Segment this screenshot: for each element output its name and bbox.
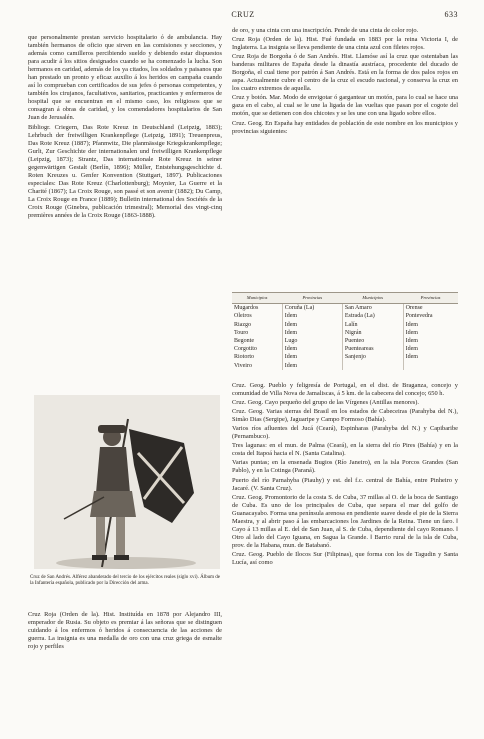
table-cell: Pontevedra [403,312,458,320]
paragraph: de oro, y una cinta con una inscripción. Pende de una cinta de color rojo. [232,27,419,34]
paragraph: Varios ríos afluentes del Jucá (Ceará), Espinharas (Parahyba del N.) y Capibaribe (Pernambuco). [232,425,458,441]
table-cell: Coruña (La) [282,304,342,313]
paragraph: Cruz Roja de Borgoña ó de San Andrés. Hist. Llamóse así la cruz que ostentaban las banderas militares de España desde la dinastía austríaca, procedente del ducado de Borgoña, el cual tiene por patrón á San Andrés. Está en la forma de dos palos rojos en aspa. Actualmente cubre el centro de la cruz el escudo nacional, y conserva la cruz en los cuatro extremos de aquella. [232,53,458,93]
paragraph: Cruz. Geog. Promontorio de la costa S. de Cuba, 37 millas al O. de la boca de Santiago de Cuba. Es uno de los principales de Cuba, que separa el mar del golfo de Guanacayabo. Forma una península arenosa en pendiente suave desde el pie de la Sierra Maestra, y al abrir paso á las embarcaciones los Jardines de la Reina. Tiene un faro. ‖ Cayo á 13 millas al E. del de San Juan, al S. de Cuba, dependiente del cayo Romano. ‖ Otro al lado del Cayo Iguana, en Sagua la Grande. ‖ Barrio rural de la isla de Cuba, prov. de la Habana, mun. de Batabanó. [232,493,458,549]
table-header: Municipios [342,293,403,304]
paragraph: Cruz Roja (Orden de la). Hist. Fué fundada en 1883 por la reina Victoria I, de Inglaterra. La insignia se lleva pendiente de una cinta azul con filetes rojos. [232,36,458,52]
table-cell: Idem [403,321,458,329]
table-row [232,345,458,353]
table-cell: Idem [282,353,342,361]
table-cell: Estrada (La) [342,312,403,320]
table-header-row [232,293,458,304]
table-cell: Idem [282,321,342,329]
table-cell: Mugardos [234,305,259,312]
paragraph: que personalmente prestan servicio hospitalario ó de ambulancia. Hay también hermanos de oficio que sirven en las comisiones y secciones, y además como camilleros percibiendo sueldo y debiendo estar dispuestos para acudir á los sitios designados cuando se ha comenzado la lucha. Son hermanos en caridad, además de los ya citados, los soldados y paisanos que han prestado un pronto y eficaz auxilio á los heridos en campaña cuando así lo comprueban con certificados de sus jefes ó personas competentes, y también los cirujanos, facultativos, sanitarios, practicantes y enfermeros de hospital que se encuentran en el mismo caso, los religiosos que se consagran á obras de caridad, y los comendadores hospitalarios de San Juan de Jerusalén. [28,34,222,122]
table-cell: Riazgo [234,321,251,328]
page-number: 633 [444,10,458,19]
table-cell [403,362,458,370]
table-cell: Idem [282,345,342,353]
table-cell: Orense [403,304,458,313]
table-cell: Idem [403,345,458,353]
table-header: Provincias [403,293,458,304]
table-cell: Idem [403,337,458,345]
table-cell: San Amaro [342,304,403,313]
running-header [28,10,458,24]
table-cell: Idem [282,362,342,370]
table-cell [342,362,403,370]
paragraph: Cruz. Geog. Cayo pequeño del grupo de las Vírgenes (Antillas menores). [232,399,420,407]
table-row [232,329,458,337]
header-title: CRUZ [231,10,255,19]
table-cell: Sanjenjo [342,353,403,361]
figure-illustration [34,395,220,569]
table-cell: Idem [282,312,342,320]
right-column [232,27,458,137]
paragraph: Cruz. Geog. Pueblo y feligresía de Portugal, en el dist. de Braganza, concejo y comunidad de Villa Nova de Jamaliscas, á 5 km. de la cabecera del concejo; 650 h. [232,382,458,398]
table-cell: Lugo [282,337,342,345]
municipalities-table [232,292,458,370]
paragraph: Cruz. Geog. Varias sierras del Brasil en los estados de Cabeceiras (Parahyba del N.), Simão Dias (Sergipe), Jaguaripe y Campo Formoso (Bahía). [232,408,458,424]
paragraph: Puerto del río Parnahyba (Piauhy) y est. del f.c. central de Bahía, entre Pinheiro y Jacaré. (V. Santa Cruz). [232,476,458,492]
table-cell: Idem [403,329,458,337]
table-row [232,337,458,345]
table-cell: Puenteo [342,337,403,345]
table-row [232,362,458,370]
table-row [232,353,458,361]
table-row [232,312,458,320]
standard-bearer-illustration [34,395,220,569]
table-cell: Oleiros [234,313,252,320]
table-cell: Puenteareas [342,345,403,353]
table-header: Municipios [232,293,282,304]
bibliography-paragraph: Bibliogr. Criegern, Das Rote Kreuz in Deutschland (Leipzig, 1883); Lehrbuch der freiwilligen Krankenpflege (Leipzig, 1891); Treuenpreus, Das Rote Kreuz (1887); Pfannwitz, Die planmässige Kriegskrankenpflege; Gurlt, Zur Geschichte der internationalen und freiwilligen Krankenpflege (Leipzig, 1873); Strantz, Das internationale Rote Kreuz in seiner gegenwärtigen Gestalt (Berlín, 1896); Müller, Entstehungsgeschichte d. Roten Kreuzes u. Genfer Konvention (Stuttgart, 1897). Publicaciones especiales: Das Rote Kreuz (Charlottenburg); Moynier, La Guerre et la Charité (1867); La Croix Rouge, son passé et son avenir (1882); Du Camp, La Croix Rouge en France (1889); Bulletin international des Sociétés de la Croix Rouge (Ginebra, publicación trimestral); Memorial des vingt-cinq premières années de la Croix Rouge (1863-1888). [28,123,222,220]
table-cell: Riotorto [234,354,255,361]
paragraph: Varias puntas; en la ensenada Bugios (Río Janeiro), en la isla Porcos Grandes (San Pablo), y en la Cotinga (Paraná). [232,459,458,475]
table-header: Provincias [282,293,342,304]
paragraph: Tres lagunas: en el mun. de Palma (Ceará), en la sierra del río Pires (Bahía) y en la costa del Itapoá hacia el N. (Santa Catalina). [232,442,458,458]
table-cell: Idem [403,353,458,361]
figure-caption: Cruz de San Andrés. Alférez abanderado del tercio de los ejércitos reales (siglo xvi). Álbum de la Infantería española, publicado por la Dirección del arma. [30,575,220,587]
table-cell: Nigrán [342,329,403,337]
paragraph: Cruz Roja (Orden de la). Hist. Instituída en 1878 por Alejandro III, emperador de Rusia. Su objeto es premiar á las señoras que se distinguen cuidando á los enfermos ó heridos á consecuencia de las acciones de guerra. La insignia es una medalla de oro con una cruz griega de esmalte rojo y perfiles [28,611,222,651]
paragraph: Cruz. Geog. Pueblo de Ilocos Sur (Filipinas), que forma con los de Tagudin y Santa Lucía, así como [232,550,458,566]
paragraph: Cruz. Geog. En España hay entidades de población de este nombre en los municipios y provincias siguientes: [232,119,458,135]
table-cell: Viveiro [234,362,252,369]
table-cell: Corgotito [234,346,257,353]
table-cell: Lalín [342,321,403,329]
table-cell: Touro [234,329,249,336]
lower-left-column [28,611,222,652]
left-column [28,34,222,221]
lower-right-column [232,382,458,568]
paragraph: Cruz y botón. Mar. Modo de envigotar ó gargantear un motón, para lo cual se hace una gaza en el cabo, al cual se le une la ligada de las vueltas que pasan por el cogote del motón, que se detienen con dos chicotes y se les une con una ligado sobre ellos. [232,94,458,118]
table-cell: Idem [282,329,342,337]
table-cell: Begonte [234,338,254,345]
table-row [232,321,458,329]
table-row [232,304,458,313]
